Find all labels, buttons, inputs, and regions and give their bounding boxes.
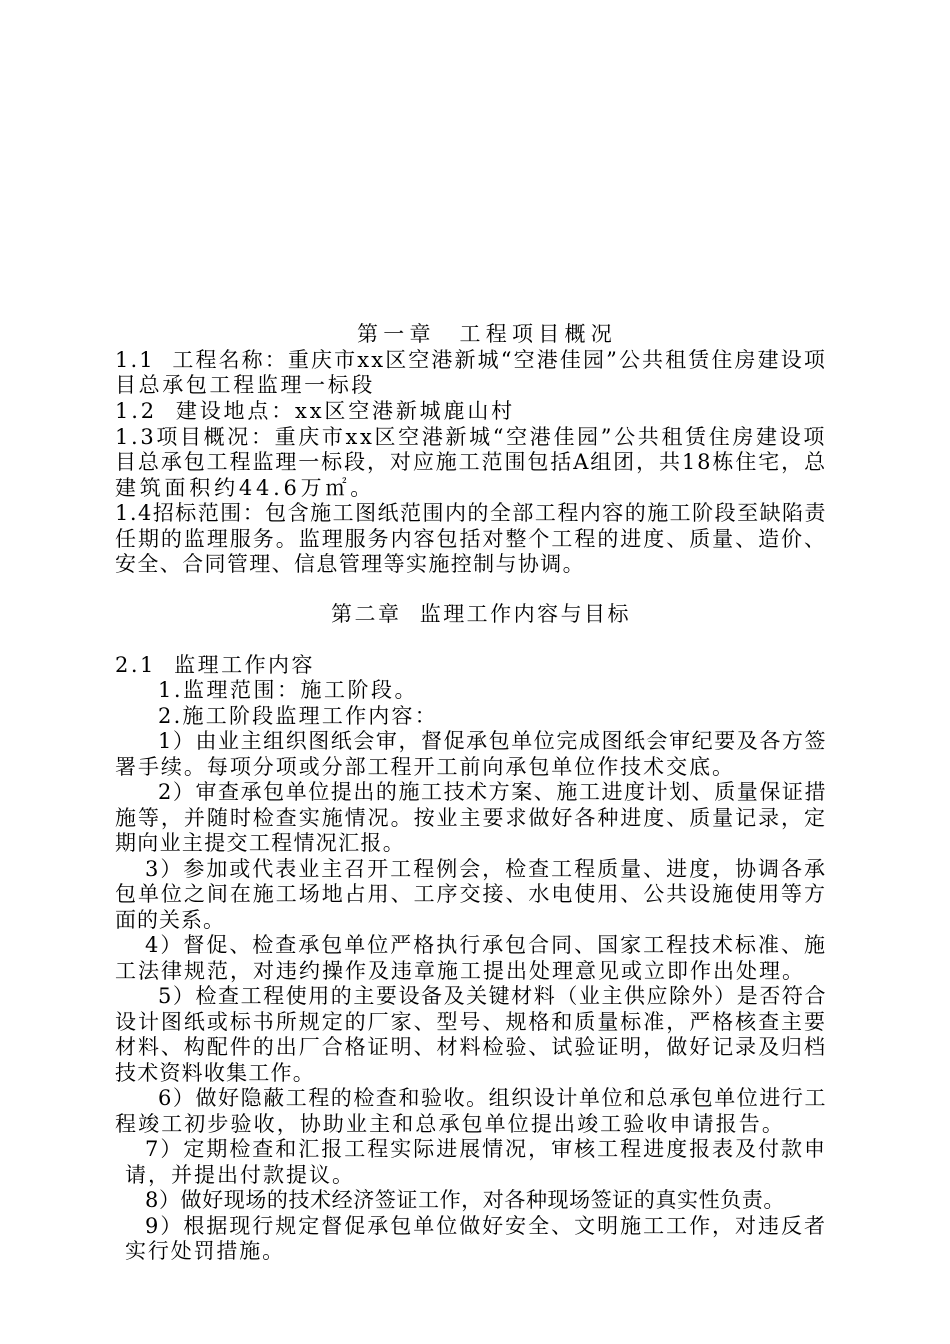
task-1-line-1: 1）由业主组织图纸会审，督促承包单位完成图纸会审纪要及各方签 (158, 729, 827, 753)
item-1-3-line-1: 1.3项目概况：重庆市xx区空港新城“空港佳园”公共租赁住房建设项 (115, 425, 827, 449)
task-3-line-1: 3）参加或代表业主召开工程例会，检查工程质量、进度，协调各承 (145, 857, 827, 881)
task-1-line-2: 署手续。每项分项或分部工程开工前向承包单位作技术交底。 (115, 755, 735, 779)
item-1-4-line-3: 安全、合同管理、信息管理等实施控制与协调。 (115, 552, 585, 576)
item-1-3-line-3: 建筑面积约44.6万㎡。 (115, 476, 375, 500)
sub-item-scope: 1.监理范围：施工阶段。 (158, 678, 418, 702)
task-9-line-1: 9）根据现行规定督促承包单位做好安全、文明施工工作，对违反者 (145, 1214, 827, 1238)
task-2-line-2: 施等，并随时检查实施情况。按业主要求做好各种进度、质量记录，定 (115, 806, 827, 830)
item-1-3-line-2: 目总承包工程监理一标段，对应施工范围包括A组团，共18栋住宅，总 (115, 450, 827, 474)
item-1-4-line-2: 任期的监理服务。监理服务内容包括对整个工程的进度、质量、造价、 (115, 527, 827, 551)
task-5-line-2: 设计图纸或标书所规定的厂家、型号、规格和质量标准，严格核查主要 (115, 1010, 827, 1034)
task-3-line-3: 面的关系。 (115, 908, 225, 932)
task-5-line-1: 5）检查工程使用的主要设备及关键材料（业主供应除外）是否符合 (158, 984, 827, 1008)
task-2-line-3: 期向业主提交工程情况汇报。 (115, 831, 405, 855)
task-4-line-1: 4）督促、检查承包单位严格执行承包合同、国家工程技术标准、施 (145, 933, 827, 957)
task-7-line-1: 7）定期检查和汇报工程实际进展情况，审核工程进度报表及付款申 (145, 1137, 827, 1161)
task-8-line-1: 8）做好现场的技术经济签证工作，对各种现场签证的真实性负责。 (145, 1188, 785, 1212)
item-1-2-line-1: 1.2 建设地点：xx区空港新城鹿山村 (115, 399, 515, 423)
task-2-line-1: 2）审查承包单位提出的施工技术方案、施工进度计划、质量保证措 (158, 780, 827, 804)
chapter-2-title: 第二章 监理工作内容与目标 (331, 602, 631, 626)
task-7-line-2: 请，并提出付款提议。 (125, 1163, 355, 1187)
section-2-1-title: 2.1 监理工作内容 (115, 653, 315, 677)
sub-item-content: 2.施工阶段监理工作内容： (158, 704, 438, 728)
task-5-line-4: 技术资料收集工作。 (115, 1061, 315, 1085)
task-3-line-2: 包单位之间在施工场地占用、工序交接、水电使用、公共设施使用等方 (115, 882, 827, 906)
task-6-line-2: 程竣工初步验收，协助业主和总承包单位提出竣工验收申请报告。 (115, 1112, 785, 1136)
item-1-4-line-1: 1.4招标范围：包含施工图纸范围内的全部工程内容的施工阶段至缺陷责 (115, 501, 827, 525)
chapter-1-title: 第一章 工程项目概况 (357, 322, 617, 346)
item-1-1-line-2: 目总承包工程监理一标段 (115, 373, 375, 397)
task-5-line-3: 材料、构配件的出厂合格证明、材料检验、试验证明，做好记录及归档 (115, 1035, 827, 1059)
task-6-line-1: 6）做好隐蔽工程的检查和验收。组织设计单位和总承包单位进行工 (158, 1086, 827, 1110)
task-9-line-2: 实行处罚措施。 (125, 1239, 285, 1263)
item-1-1-line-1: 1.1 工程名称：重庆市xx区空港新城“空港佳园”公共租赁住房建设项 (115, 348, 827, 372)
task-4-line-2: 工法律规范，对违约操作及违章施工提出处理意见或立即作出处理。 (115, 959, 805, 983)
